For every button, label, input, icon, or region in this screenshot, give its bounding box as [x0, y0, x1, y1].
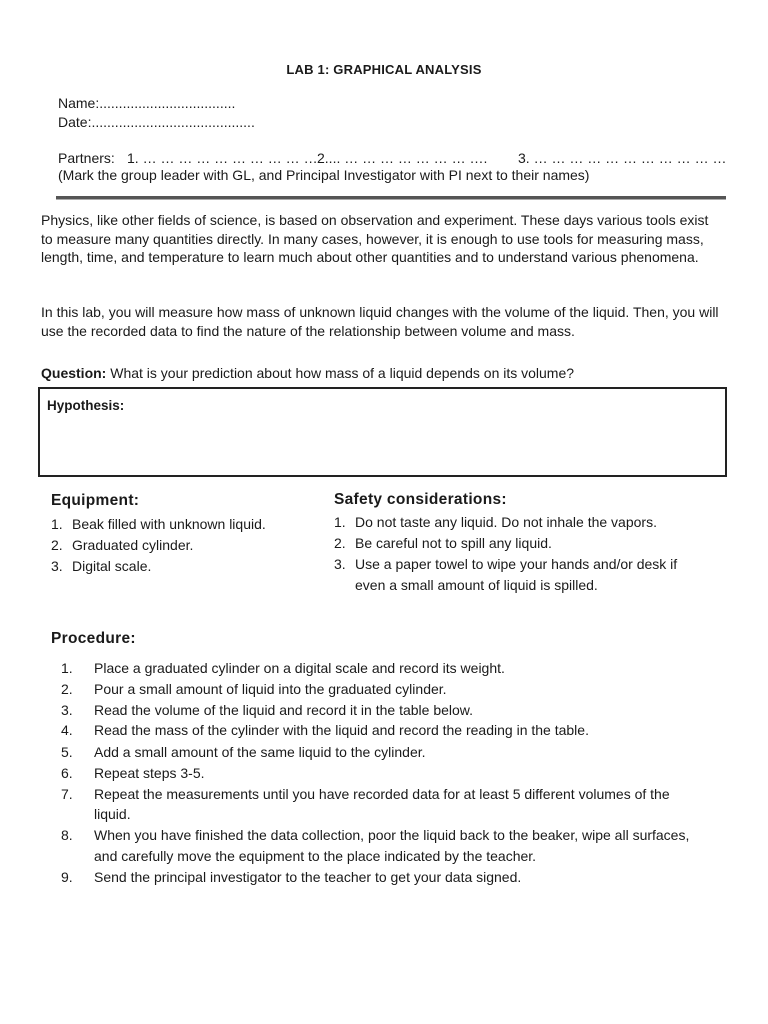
question-text: What is your prediction about how mass of a liquid depends on its volume?	[110, 365, 575, 381]
hypothesis-label: Hypothesis:	[47, 398, 125, 413]
question-label: Question:	[41, 365, 107, 381]
safety-item: 1. Do not taste any liquid. Do not inhale the vapors.	[334, 514, 657, 530]
intro-paragraph-2: In this lab, you will measure how mass of unknown liquid changes with the volume of the liquid. Then, you will use the recorded data to find the nature of the relationship between volume and mass.	[41, 304, 719, 339]
procedure-step: 3. Read the volume of the liquid and record it in the table below.	[61, 702, 474, 718]
equipment-item: 2. Graduated cylinder.	[51, 537, 194, 553]
partner-3-field[interactable]: 3. … … … … … … … … … … …	[518, 150, 727, 166]
procedure-step: 2. Pour a small amount of liquid into the graduated cylinder.	[61, 681, 447, 697]
safety-heading: Safety considerations:	[334, 491, 507, 508]
procedure-step-continuation: and carefully move the equipment to the place indicated by the teacher.	[94, 848, 537, 864]
header-divider	[56, 196, 726, 200]
page-title: LAB 1: GRAPHICAL ANALYSIS	[286, 62, 482, 77]
safety-item: 3. Use a paper towel to wipe your hands and/or desk if	[334, 556, 678, 572]
name-field[interactable]: Name:...................................	[58, 95, 236, 111]
procedure-step: 4. Read the mass of the cylinder with the liquid and record the reading in the table.	[61, 722, 589, 738]
date-field[interactable]: Date:..........................................	[58, 114, 255, 130]
partners-label: Partners:	[58, 150, 115, 166]
safety-item: 2. Be careful not to spill any liquid.	[334, 535, 552, 551]
procedure-step: 6. Repeat steps 3-5.	[61, 765, 205, 781]
procedure-step: 9. Send the principal investigator to the teacher to get your data signed.	[61, 869, 522, 885]
equipment-item: 3. Digital scale.	[51, 558, 152, 574]
partner-1-field[interactable]: 1. … … … … … … … … … …	[127, 150, 318, 166]
hypothesis-box[interactable]	[38, 387, 727, 477]
partners-note: (Mark the group leader with GL, and Principal Investigator with PI next to their names)	[58, 167, 590, 183]
procedure-step: 1. Place a graduated cylinder on a digital scale and record its weight.	[61, 660, 505, 676]
procedure-heading: Procedure:	[51, 630, 136, 647]
safety-item-continuation: even a small amount of liquid is spilled.	[355, 577, 598, 593]
intro-paragraph-1: Physics, like other fields of science, is based on observation and experiment. These days various tools exist to measure many quantities directly. In many cases, however, it is enough to use tools for measuring mass, length, time, and temperature to learn much about other quantities and to understand various phenomena.	[41, 212, 709, 265]
equipment-item: 1. Beak filled with unknown liquid.	[51, 516, 266, 532]
procedure-step-continuation: liquid.	[94, 806, 131, 822]
procedure-step: 8. When you have finished the data collection, poor the liquid back to the beaker, wipe all surfaces,	[61, 827, 690, 843]
procedure-step: 5. Add a small amount of the same liquid to the cylinder.	[61, 744, 426, 760]
procedure-step: 7. Repeat the measurements until you have recorded data for at least 5 different volumes of the	[61, 786, 670, 802]
question	[41, 365, 574, 381]
partner-2-field[interactable]: 2.... … … … … … … … ….	[317, 150, 488, 166]
equipment-heading: Equipment:	[51, 492, 140, 509]
